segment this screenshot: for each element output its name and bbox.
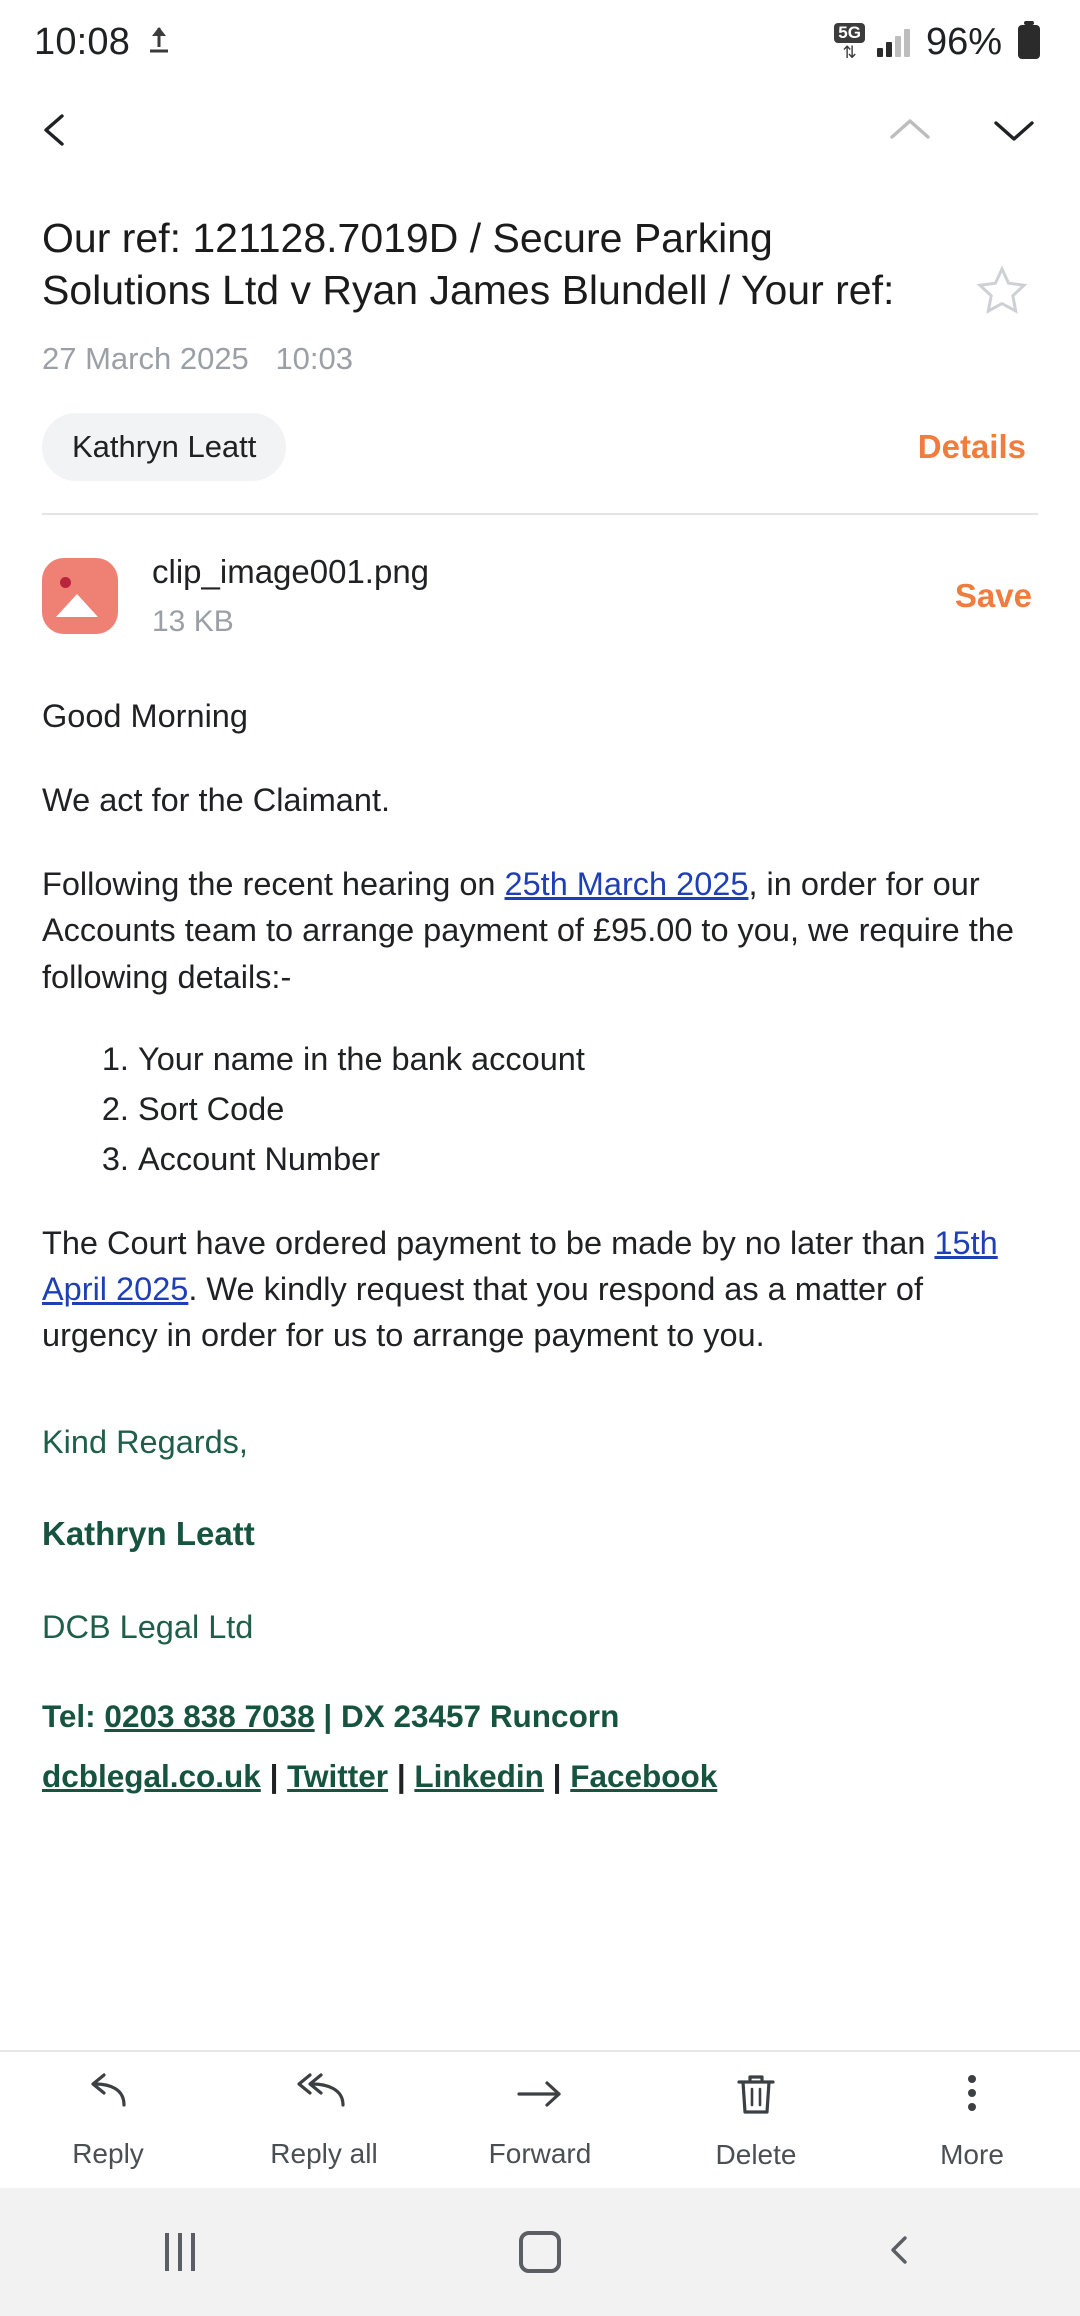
signature-social-line bbox=[42, 1754, 1038, 1799]
attachment-meta bbox=[152, 553, 955, 639]
reply-all-button[interactable] bbox=[216, 2071, 432, 2170]
image-file-icon-mountain bbox=[56, 594, 98, 617]
attachment-name: clip_image001.png bbox=[152, 553, 430, 590]
back-icon bbox=[883, 2230, 917, 2275]
list-item: 3. Account Number bbox=[138, 1136, 1038, 1182]
reply-button[interactable] bbox=[0, 2071, 216, 2170]
attachment-size: 13 KB bbox=[152, 605, 234, 638]
signature-company: DCB Legal Ltd bbox=[42, 1608, 254, 1645]
star-button-wrapper[interactable] bbox=[966, 212, 1038, 321]
forward-button[interactable] bbox=[432, 2071, 648, 2170]
social-sep-2: | bbox=[388, 1758, 415, 1795]
attachment-row[interactable] bbox=[0, 515, 1080, 639]
deadline-date-link[interactable]: 15th April 2025 bbox=[42, 1225, 998, 1308]
phone-number-link[interactable]: 0203 838 7038 bbox=[104, 1697, 315, 1734]
signature-contact-line bbox=[42, 1694, 1038, 1739]
forward-arrow-icon bbox=[511, 2071, 569, 2122]
system-back-button[interactable] bbox=[720, 2230, 1080, 2275]
upload-icon bbox=[146, 25, 172, 60]
previous-message-button[interactable] bbox=[884, 110, 936, 150]
network-5g-icon bbox=[834, 23, 865, 61]
email-date: 27 March 2025 bbox=[42, 341, 249, 376]
body-paragraph-3 bbox=[42, 1220, 1038, 1358]
battery-icon bbox=[1018, 25, 1040, 59]
email-header bbox=[0, 176, 1080, 481]
recents-button[interactable] bbox=[0, 2233, 360, 2271]
social-sep-3: | bbox=[543, 1758, 571, 1795]
body-paragraph-2-after: , in order for our Accounts team to arrange payment of £95.00 to you, we require the following details:- bbox=[42, 866, 1014, 995]
signature-dx-label: | DX 23457 Runcorn bbox=[314, 1697, 620, 1734]
body-line-1: We act for the Claimant. bbox=[42, 782, 391, 819]
email-signature bbox=[42, 1419, 1038, 1800]
network-label: 5G bbox=[834, 23, 865, 43]
image-file-icon-dot bbox=[60, 577, 71, 588]
delete-button[interactable] bbox=[648, 2070, 864, 2171]
network-arrows: ⇅ bbox=[842, 42, 857, 62]
home-button[interactable] bbox=[360, 2231, 720, 2273]
star-outline-icon[interactable] bbox=[976, 264, 1028, 321]
forward-label: Forward bbox=[488, 2137, 592, 2169]
home-icon bbox=[519, 2231, 561, 2273]
body-paragraph-2-before: Following the recent hearing on bbox=[42, 866, 505, 903]
more-button[interactable] bbox=[864, 2070, 1080, 2171]
status-bar-left bbox=[34, 21, 172, 64]
details-button[interactable]: Details bbox=[917, 428, 1026, 465]
status-bar bbox=[0, 0, 1080, 84]
list-item: 2. Sort Code bbox=[138, 1086, 1038, 1132]
social-sep-1: | bbox=[260, 1758, 288, 1795]
email-timestamp bbox=[42, 341, 1038, 377]
status-bar-right bbox=[834, 21, 1040, 64]
save-attachment-button[interactable]: Save bbox=[954, 577, 1032, 614]
signature-name: Kathryn Leatt bbox=[42, 1514, 255, 1552]
reply-all-label: Reply all bbox=[270, 2137, 378, 2169]
linkedin-link[interactable]: Linkedin bbox=[414, 1758, 544, 1795]
system-navigation-bar bbox=[0, 2188, 1080, 2316]
email-subject: Our ref: 121128.7019D / Secure Parking Solutions Ltd v Ryan James Blundell / Your ref: bbox=[42, 215, 895, 314]
reply-all-icon bbox=[293, 2071, 355, 2122]
list-item: 1. Your name in the bank account bbox=[138, 1036, 1038, 1082]
overflow-menu-icon bbox=[962, 2070, 982, 2123]
required-details-list bbox=[42, 1036, 1038, 1182]
facebook-link[interactable]: Facebook bbox=[570, 1758, 718, 1795]
email-time: 10:03 bbox=[275, 341, 354, 376]
reply-icon bbox=[80, 2071, 136, 2122]
body-greeting: Good Morning bbox=[42, 698, 248, 734]
back-button[interactable] bbox=[34, 108, 78, 152]
status-clock: 10:08 bbox=[34, 20, 131, 63]
body-paragraph-2 bbox=[42, 861, 1038, 999]
sender-row bbox=[42, 413, 1038, 481]
message-pager bbox=[884, 110, 1040, 150]
body-paragraph-3-before: The Court have ordered payment to be made by no later than bbox=[42, 1225, 935, 1262]
signature-tel-label: Tel: bbox=[42, 1697, 105, 1734]
hearing-date-link[interactable]: 25th March 2025 bbox=[504, 866, 749, 903]
sender-chip[interactable]: Kathryn Leatt bbox=[42, 413, 286, 481]
body-paragraph-3-after: . We kindly request that you respond as a matter of urgency in order for us to arrange payment to you. bbox=[42, 1271, 924, 1354]
recents-icon bbox=[165, 2233, 195, 2271]
image-file-icon bbox=[42, 558, 118, 634]
twitter-link[interactable]: Twitter bbox=[287, 1758, 389, 1795]
next-message-button[interactable] bbox=[988, 110, 1040, 150]
battery-percent-label: 96% bbox=[925, 20, 1002, 63]
delete-label: Delete bbox=[715, 2138, 797, 2170]
signature-regards: Kind Regards, bbox=[42, 1423, 248, 1460]
signal-strength-icon bbox=[877, 27, 910, 57]
reply-label: Reply bbox=[72, 2137, 144, 2169]
email-action-toolbar bbox=[0, 2050, 1080, 2188]
trash-icon bbox=[733, 2070, 779, 2123]
email-nav-bar bbox=[0, 84, 1080, 176]
more-label: More bbox=[940, 2138, 1004, 2170]
email-body bbox=[0, 639, 1080, 1799]
website-link[interactable]: dcblegal.co.uk bbox=[42, 1758, 261, 1795]
subject-row bbox=[42, 212, 1038, 321]
